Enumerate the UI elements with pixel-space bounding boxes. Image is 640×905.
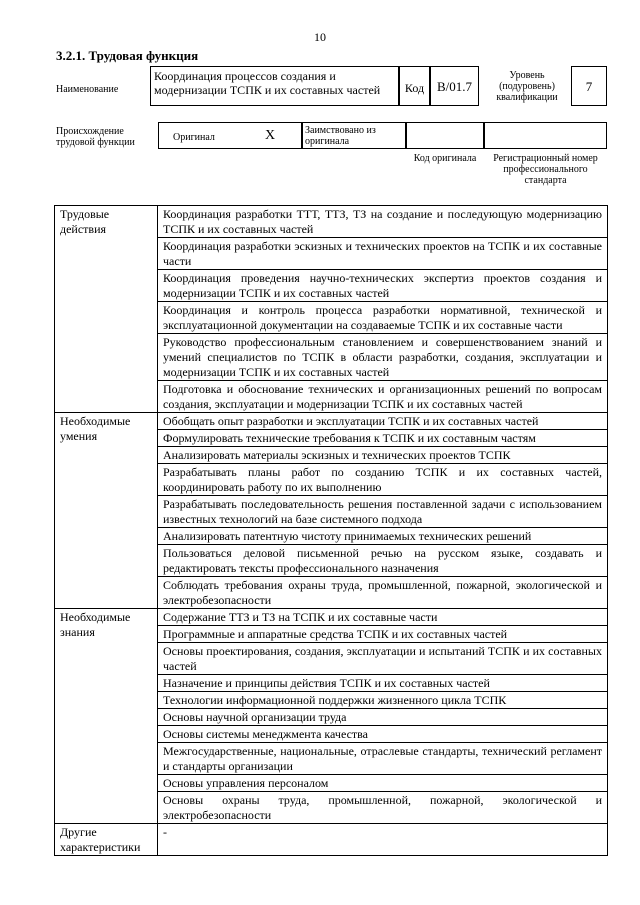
labor-function-table (54, 205, 608, 856)
level-value-box (571, 66, 607, 106)
original-label: Оригинал (173, 132, 215, 143)
item-cell: Пользоваться деловой письменной речью на русском языке, создавать и редактировать тексты профессионального назначения (158, 545, 608, 577)
item-cell: Основы охраны труда, промышленной, пожарной, экологической и электробезопасности (158, 792, 608, 824)
item-cell: Формулировать технические требования к ТСПК и их составным частям (158, 430, 608, 447)
original-mark: X (265, 128, 276, 143)
name-label: Наименование (56, 84, 119, 95)
code-value-box (430, 66, 479, 106)
original-box (158, 122, 302, 149)
category-cell: Другие характеристики (55, 824, 158, 856)
item-cell: Основы научной организации труда (158, 709, 608, 726)
item-cell: Технологии информационной поддержки жизненного цикла ТСПК (158, 692, 608, 709)
table-row (55, 824, 608, 856)
item-cell: Руководство профессиональным становлением и совершенствованием знаний и умений специалистов по ТСПК в области разработки, создания, эксплуатации и модернизации ТСПК и их составных частей (158, 334, 608, 381)
level-label: Уровень (подуровень) квалификации (496, 70, 558, 103)
section-title: 3.2.1. Трудовая функция (56, 48, 199, 63)
item-cell: Разрабатывать последовательность решения поставленной задачи с использованием известных технологий на базе системного подхода (158, 496, 608, 528)
item-cell: Координация и контроль процесса разработки нормативной, технической и эксплуатационной документации на создаваемые ТСПК и их составные части (158, 302, 608, 334)
item-cell: Назначение и принципы действия ТСПК и их составных частей (158, 675, 608, 692)
item-cell: Межгосударственные, национальные, отраслевые стандарты, технический регламент и стандарты организации (158, 743, 608, 775)
item-cell: Программные и аппаратные средства ТСПК и их составных частей (158, 626, 608, 643)
item-cell: Координация разработки эскизных и технических проектов на ТСПК и их составные части (158, 238, 608, 270)
code-label-box (399, 66, 430, 106)
item-cell: Анализировать патентную чистоту принимаемых технических решений (158, 528, 608, 545)
item-cell: Обобщать опыт разработки и эксплуатации ТСПК и их составных частей (158, 413, 608, 430)
item-cell: - (158, 824, 608, 856)
item-cell: Разрабатывать планы работ по созданию ТСПК и их составных частей, координировать работу по их выполнению (158, 464, 608, 496)
code-original-label: Код оригинала (413, 153, 477, 164)
borrowed-box (302, 122, 406, 149)
function-name-box (150, 66, 399, 106)
item-cell: Содержание ТТЗ и ТЗ на ТСПК и их составные части (158, 609, 608, 626)
table-row (55, 609, 608, 626)
function-name-value: Координация процессов создания и модернизации ТСПК и их составных частей (154, 69, 381, 97)
level-value: 7 (585, 79, 593, 94)
category-cell: Необходимые знания (55, 609, 158, 824)
reg-number-label: Регистрационный номер профессионального стандарта (493, 153, 598, 186)
reg-number-box (484, 122, 607, 149)
origin-label: Происхождение трудовой функции (56, 126, 135, 148)
table-row (55, 206, 608, 238)
item-cell: Координация разработки ТТТ, ТТЗ, ТЗ на создание и последующую модернизацию ТСПК и их составных частей (158, 206, 608, 238)
item-cell: Координация проведения научно-технических экспертиз проектов создания и модернизации ТСПК и их составных частей (158, 270, 608, 302)
category-cell: Необходимые умения (55, 413, 158, 609)
item-cell: Анализировать материалы эскизных и технических проектов ТСПК (158, 447, 608, 464)
page-number: 10 (314, 30, 326, 44)
category-cell: Трудовые действия (55, 206, 158, 413)
item-cell: Подготовка и обоснование технических и организационных решений по вопросам создания, эксплуатации и модернизации ТСПК и их составных частей (158, 381, 608, 413)
original-code-box (406, 122, 484, 149)
code-value: B/01.7 (436, 79, 473, 94)
item-cell: Основы проектирования, создания, эксплуатации и испытаний ТСПК и их составных частей (158, 643, 608, 675)
code-label: Код (404, 81, 425, 95)
item-cell: Основы системы менеджмента качества (158, 726, 608, 743)
borrowed-label: Заимствовано из оригинала (305, 125, 376, 147)
item-cell: Соблюдать требования охраны труда, промышленной, пожарной, экологической и электробезопасности (158, 577, 608, 609)
table-row (55, 413, 608, 430)
item-cell: Основы управления персоналом (158, 775, 608, 792)
